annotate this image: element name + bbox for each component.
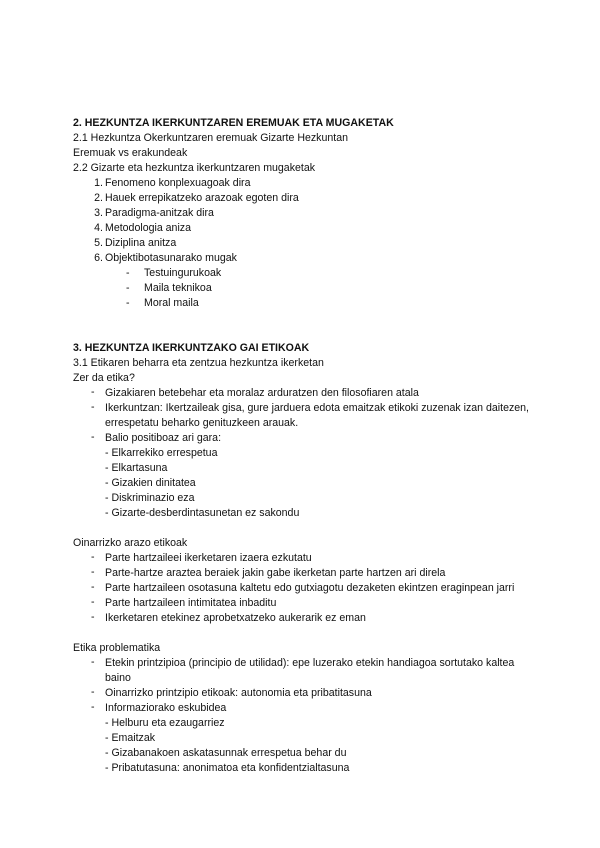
sub-list-item: - Maila teknikoa bbox=[126, 282, 212, 294]
subsection-2-1-title: 2.1 Hezkuntza Okerkuntzaren eremuak Gizarte Hezkuntan bbox=[73, 132, 348, 144]
sub-list-item: - Moral maila bbox=[126, 297, 199, 309]
list-item: 2. Hauek errepikatzeko arazoak egoten dira bbox=[94, 192, 299, 204]
etika-list bbox=[73, 386, 543, 521]
info-item: - Emaitzak bbox=[105, 732, 156, 744]
mugaketak-list bbox=[73, 176, 543, 311]
balio-item: - Gizarte-desberdintasunetan ez sakondu bbox=[105, 507, 300, 519]
list-item: 6. Objektibotasunarako mugak bbox=[94, 252, 237, 264]
sub-list-item: - Testuingurukoak bbox=[126, 267, 222, 279]
oinarrizko-title: Oinarrizko arazo etikoak bbox=[73, 537, 188, 549]
balio-item: - Elkartasuna bbox=[105, 462, 168, 474]
list-item: - Ikerkuntzan: Ikertzaileak gisa, gure jarduera edota emaitzak etikoki zuzenak izan daitezen, errespetatu beharko genituzkeen arauak. bbox=[91, 401, 529, 429]
oinarrizko-list bbox=[73, 551, 543, 626]
list-item: - Parte-hartze araztea beraiek jakin gabe ikerketan parte hartzen ari direla bbox=[91, 566, 446, 579]
list-item: - Parte hartzaileen intimitatea inbaditu bbox=[91, 596, 277, 609]
list-item: - Gizakiaren betebehar eta moralaz arduratzen den filosofiaren atala bbox=[91, 386, 419, 399]
list-item: 1. Fenomeno konplexuagoak dira bbox=[94, 177, 251, 189]
list-item: 3. Paradigma-anitzak dira bbox=[94, 207, 214, 219]
problematika-title: Etika problematika bbox=[73, 642, 161, 654]
list-item: - Parte hartzaileen osotasuna kaltetu edo gutxiagotu dezaketen ekintzen eraginpean jarri bbox=[91, 581, 515, 594]
list-item: - Informaziorako eskubidea bbox=[91, 701, 227, 714]
list-item: - Parte hartzaileei ikerketaren izaera ezkutatu bbox=[91, 551, 312, 564]
list-item: - Etekin printzipioa (principio de utilidad): epe luzerako etekin handiagoa sortutako kaltea baino bbox=[91, 656, 515, 684]
subsection-2-2-title: 2.2 Gizarte eta hezkuntza ikerkuntzaren mugaketak bbox=[73, 162, 316, 174]
balio-item: - Diskriminazio eza bbox=[105, 492, 195, 504]
list-item: - Ikerketaren etekinez aprobetxatzeko aukerarik ez eman bbox=[91, 611, 366, 624]
balio-item: - Elkarrekiko errespetua bbox=[105, 447, 218, 459]
section-2-heading: 2. HEZKUNTZA IKERKUNTZAREN EREMUAK ETA MUGAKETAK bbox=[73, 117, 394, 129]
list-item: - Oinarrizko printzipio etikoak: autonomia eta pribatitasuna bbox=[91, 686, 372, 699]
document-content bbox=[73, 116, 543, 776]
subsection-2-1-text: Eremuak vs erakundeak bbox=[73, 147, 188, 159]
info-item: - Helburu eta ezaugarriez bbox=[105, 717, 225, 729]
list-item: 5. Diziplina anitza bbox=[94, 237, 177, 249]
list-item: - Balio positiboaz ari gara: bbox=[91, 431, 222, 444]
section-3-heading: 3. HEZKUNTZA IKERKUNTZAKO GAI ETIKOAK bbox=[73, 342, 310, 354]
info-item: - Gizabanakoen askatasunnak errespetua behar du bbox=[105, 747, 347, 759]
subsection-3-1-title: 3.1 Etikaren beharra eta zentzua hezkuntza ikerketan bbox=[73, 357, 324, 369]
problematika-list bbox=[73, 656, 543, 776]
balio-item: - Gizakien dinitatea bbox=[105, 477, 196, 489]
list-item: 4. Metodologia aniza bbox=[94, 222, 191, 234]
info-item: - Pribatutasuna: anonimatoa eta konfidentzialtasuna bbox=[105, 762, 350, 774]
question-text: Zer da etika? bbox=[73, 372, 135, 384]
